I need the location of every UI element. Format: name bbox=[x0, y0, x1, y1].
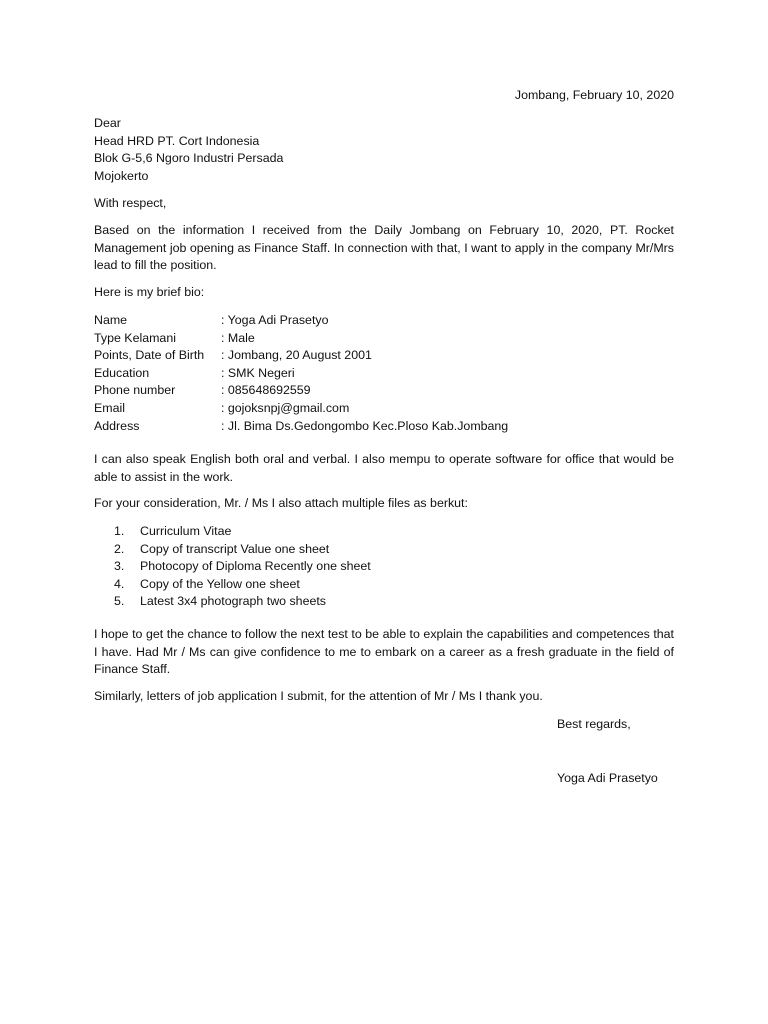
list-item bbox=[114, 558, 674, 576]
bio-row bbox=[94, 347, 674, 365]
bio-row bbox=[94, 330, 674, 348]
bio-label: Address bbox=[94, 418, 140, 433]
bio-label: Email bbox=[94, 400, 125, 415]
list-item-number: 5. bbox=[114, 594, 125, 609]
bio-row bbox=[94, 365, 674, 383]
paragraph-attachments-intro: For your consideration, Mr. / Ms I also attach multiple files as berkut: bbox=[94, 496, 468, 510]
list-item bbox=[114, 523, 674, 541]
paragraph-skills: I can also speak English both oral and verbal. I also mempu to operate software for office that would be able to assist in the work. bbox=[94, 452, 674, 484]
greeting: Dear bbox=[94, 116, 121, 130]
bio-label: Education bbox=[94, 365, 150, 380]
list-item-text: Latest 3x4 photograph two sheets bbox=[140, 594, 326, 609]
bio-intro: Here is my brief bio: bbox=[94, 285, 205, 299]
list-item bbox=[114, 576, 674, 594]
signature-name: Yoga Adi Prasetyo bbox=[557, 771, 658, 785]
bio-value: : 085648692559 bbox=[221, 383, 311, 398]
bio-row bbox=[94, 312, 674, 330]
paragraph-hope: I hope to get the chance to follow the next test to be able to explain the capabilities and competences that I have. Had Mr / Ms can give confidence to me to embark on a career as a fresh graduate in the field of Finance Staff. bbox=[94, 627, 674, 677]
addressee-line-2: Blok G-5,6 Ngoro Industri Persada bbox=[94, 151, 284, 166]
list-item-number: 1. bbox=[114, 524, 125, 538]
list-item-text: Copy of the Yellow one sheet bbox=[140, 576, 300, 591]
list-item-text: Curriculum Vitae bbox=[140, 524, 232, 538]
bio-value: : Male bbox=[221, 330, 255, 345]
bio-value: : Jombang, 20 August 2001 bbox=[221, 348, 372, 363]
addressee-line-3: Mojokerto bbox=[94, 168, 149, 183]
paragraph-intro: Based on the information I received from the Daily Jombang on February 10, 2020, PT. Rocket Management job opening as Finance Staff. In connection with that, I want to apply in the company Mr/Mrs lead to fill the position. bbox=[94, 223, 674, 273]
bio-row bbox=[94, 382, 674, 400]
bio-label: Name bbox=[94, 313, 128, 327]
list-item-number: 4. bbox=[114, 576, 125, 591]
list-item bbox=[114, 541, 674, 559]
letter-date: Jombang, February 10, 2020 bbox=[514, 88, 674, 102]
attachment-list bbox=[114, 523, 674, 611]
bio-label: Type Kelamani bbox=[94, 330, 176, 345]
bio-row bbox=[94, 418, 674, 436]
bio-value: : Yoga Adi Prasetyo bbox=[221, 313, 329, 327]
closing: Best regards, bbox=[557, 717, 631, 731]
bio-value: : gojoksnpj@gmail.com bbox=[221, 400, 350, 415]
bio-row bbox=[94, 400, 674, 418]
bio-label: Phone number bbox=[94, 383, 176, 398]
list-item bbox=[114, 593, 674, 611]
addressee-line-1: Head HRD PT. Cort Indonesia bbox=[94, 133, 260, 148]
salutation: With respect, bbox=[94, 196, 167, 210]
addressee-block bbox=[94, 115, 674, 185]
list-item-text: Copy of transcript Value one sheet bbox=[140, 541, 330, 556]
list-item-number: 2. bbox=[114, 541, 125, 556]
bio-label: Points, Date of Birth bbox=[94, 348, 205, 363]
bio-value: : SMK Negeri bbox=[221, 365, 295, 380]
bio-value: : Jl. Bima Ds.Gedongombo Kec.Ploso Kab.Jombang bbox=[221, 418, 509, 433]
list-item-text: Photocopy of Diploma Recently one sheet bbox=[140, 559, 371, 574]
list-item-number: 3. bbox=[114, 559, 125, 574]
bio-table bbox=[94, 312, 674, 435]
paragraph-thanks: Similarly, letters of job application I submit, for the attention of Mr / Ms I thank you. bbox=[94, 689, 543, 703]
